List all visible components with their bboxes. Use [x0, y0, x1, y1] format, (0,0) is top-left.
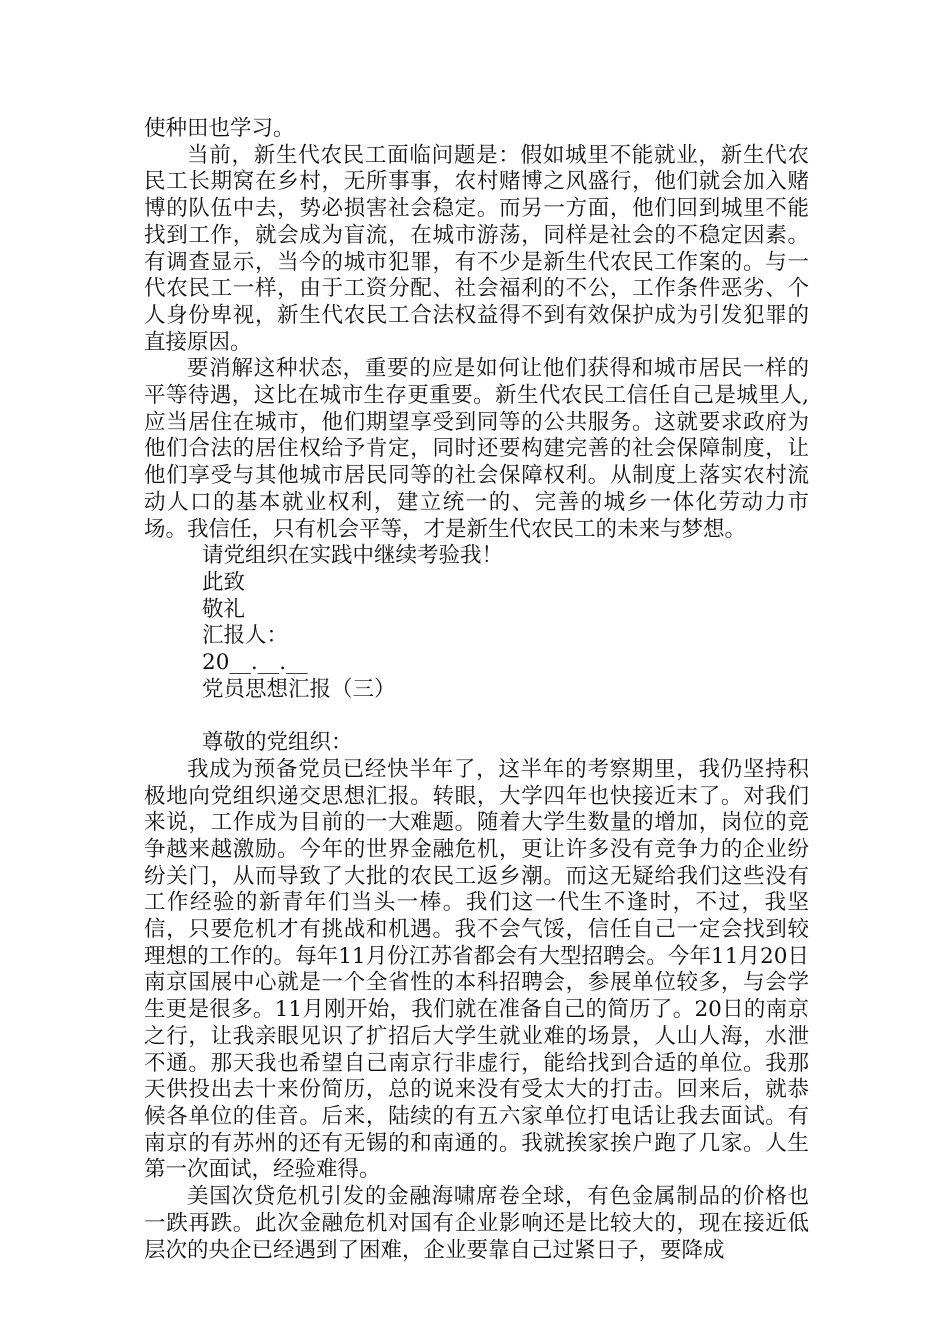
reporter-line: 汇报人：: [202, 623, 289, 649]
paragraph-solution: 要消解这种状态，重要的应是如何让他们获得和城市居民一样的平等待遇，这比在城市生存更重要。新生代农民工信任自己是城里人,应当居住在城市，他们期望享受到同等的公共服务。这就要求政府为他们合法的居住权给予肯定，同时还要构建完善的社会保障制度，让他们享受与其他城市居民同等的社会保障权利。从制度上落实农村流动人口的基本就业权利，建立统一的、完善的城乡一体化劳动力市场。我信任，只有机会平等，才是新生代农民工的未来与梦想。: [144, 356, 809, 542]
greeting: 尊敬的党组织：: [202, 730, 353, 756]
blank-line: [144, 703, 809, 730]
paragraph-job-search: 我成为预备党员已经快半年了，这半年的考察期里，我仍坚持积极地向党组织递交思想汇报。转眼，大学四年也快接近末了。对我们来说，工作成为目前的一大难题。随着大学生数量的增加，岗位的竞争越来越激励。今年的世界金融危机，更让许多没有竞争力的企业纷纷关门，从而导致了大批的农民工返乡潮。而这无疑给我们这些没有工作经验的新青年们当头一棒。我们这一代生不逢时，不过，我坚信，只要危机才有挑战和机遇。我不会气馁，信任自己一定会找到较理想的工作的。每年11月份江苏省都会有大型招聘会。今年11月20日南京国展中心就是一个全省性的本科招聘会，参展单位较多，与会学生更是很多。11月刚开始，我们就在准备自己的简历了。20日的南京之行，让我亲眼见识了扩招后大学生就业难的场景，人山人海，水泄不通。那天我也希望自己南京行非虚行，能给找到合适的单位。我那天供投出去十来份简历，总的说来没有受太大的打击。回来后，就恭候各单位的佳音。后来，陆续的有五六家单位打电话让我去面试。有南京的有苏州的还有无锡的和南通的。我就挨家挨户跑了几家。人生第一次面试，经验难得。: [144, 756, 809, 1183]
closing-salutation: 此致: [202, 569, 246, 595]
closing-regards: 敬礼: [202, 596, 246, 622]
date-line: 20__.__.__: [202, 650, 308, 676]
document-page: [144, 116, 809, 1264]
section-title: 党员思想汇报（三）: [202, 676, 396, 702]
paragraph-problems: 当前，新生代农民工面临问题是：假如城里不能就业，新生代农民工长期窝在乡村，无所事事，农村赌博之风盛行，他们就会加入赌博的队伍中去，势必损害社会稳定。而另一方面，他们回到城里不能找到工作，就会成为盲流，在城市游荡，同样是社会的不稳定因素。有调查显示，当今的城市犯罪，有不少是新生代农民工作案的。与一代农民工一样，由于工资分配、社会福利的不公，工作条件恶劣、个人身份卑视，新生代农民工合法权益得不到有效保护成为引发犯罪的直接原因。: [144, 142, 809, 355]
closing-request: 请党组织在实践中继续考验我！: [202, 543, 504, 569]
paragraph-financial-crisis: 美国次贷危机引发的金融海啸席卷全球，有色金属制品的价格也一跌再跌。此次金融危机对国有企业影响还是比较大的，现在接近低层次的央企已经遇到了困难，企业要靠自己过紧日子，要降成: [144, 1184, 809, 1263]
paragraph-continuation: 使种田也学习。: [144, 116, 295, 141]
